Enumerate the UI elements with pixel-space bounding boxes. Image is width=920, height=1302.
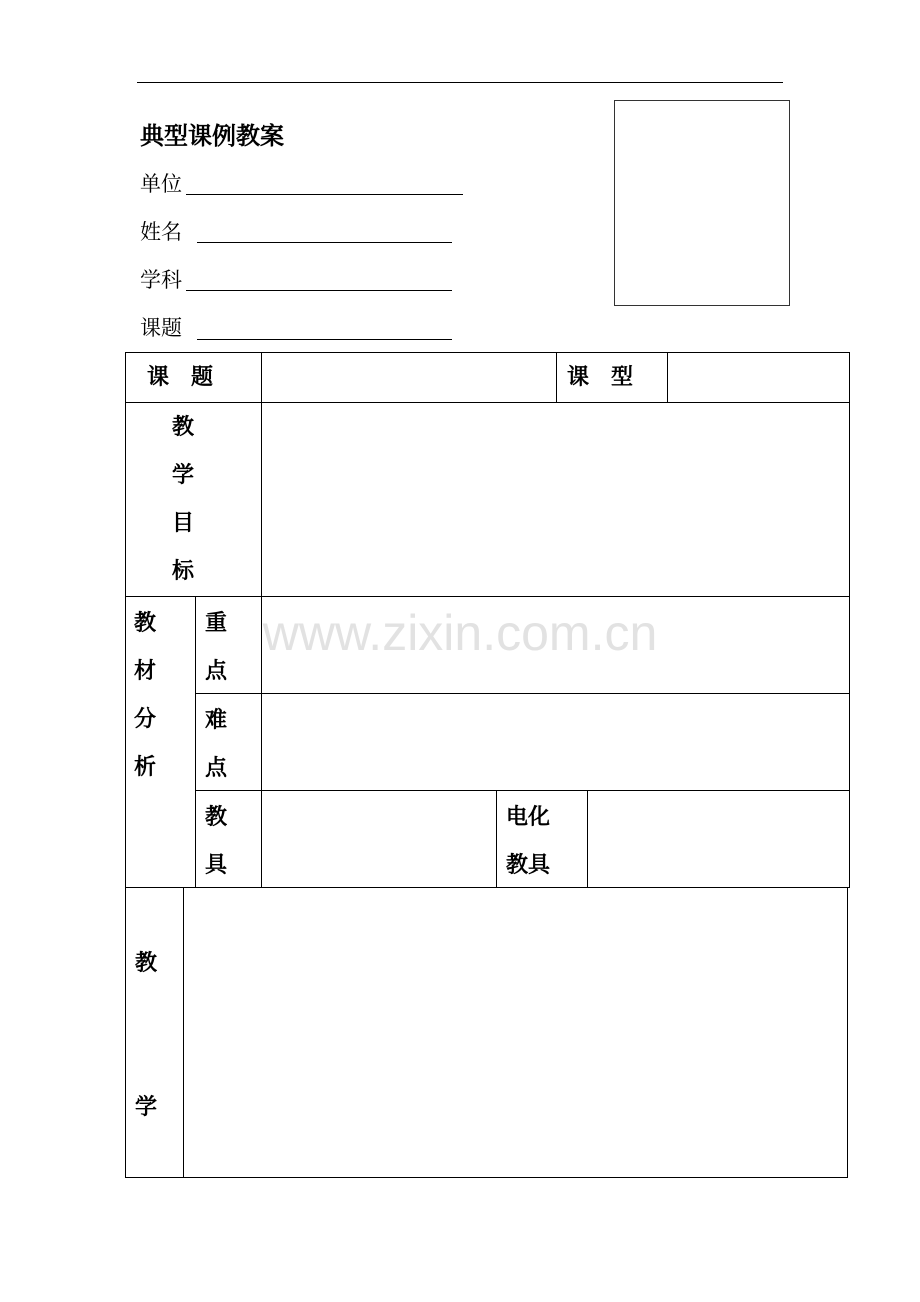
header-rule xyxy=(137,82,783,83)
topic-label: 课题 xyxy=(140,316,182,340)
topic-input-cell[interactable] xyxy=(261,352,557,403)
objectives-char: 目 xyxy=(172,511,195,536)
name-field[interactable] xyxy=(197,242,452,243)
page-title: 典型课例教案 xyxy=(140,122,284,150)
name-label: 姓名 xyxy=(140,220,182,244)
analysis-char: 教 xyxy=(134,611,157,636)
type-input-cell[interactable] xyxy=(667,352,850,403)
teaching-aids-input-cell[interactable] xyxy=(261,790,497,888)
objectives-input-cell[interactable] xyxy=(261,402,850,597)
electronic-aids-line: 电化 xyxy=(506,805,551,830)
table-type-label: 课 型 xyxy=(567,365,634,390)
objectives-char: 教 xyxy=(172,415,195,440)
analysis-label-cell xyxy=(125,596,196,888)
teaching-input-cell[interactable] xyxy=(183,887,848,1178)
key-points-input-cell[interactable] xyxy=(261,596,850,694)
teaching-char: 教 xyxy=(135,951,158,976)
unit-field[interactable] xyxy=(186,194,463,195)
photo-box[interactable] xyxy=(614,100,790,306)
watermark: www.zixin.com.cn xyxy=(262,605,658,661)
electronic-aids-input-cell[interactable] xyxy=(587,790,850,888)
difficulties-char: 难 xyxy=(205,708,228,733)
subject-field[interactable] xyxy=(186,290,452,291)
analysis-char: 析 xyxy=(134,755,157,780)
objectives-char: 学 xyxy=(172,463,195,488)
difficulties-input-cell[interactable] xyxy=(261,693,850,791)
table-topic-label: 课 题 xyxy=(147,365,214,390)
difficulties-char: 点 xyxy=(205,756,228,781)
teaching-aids-char: 具 xyxy=(205,853,228,878)
electronic-aids-line: 教具 xyxy=(506,853,551,878)
teaching-aids-char: 教 xyxy=(205,805,228,830)
subject-label: 学科 xyxy=(140,268,182,292)
objectives-char: 标 xyxy=(172,559,195,584)
teaching-label-cell xyxy=(125,887,184,1178)
analysis-char: 材 xyxy=(134,659,157,684)
key-points-char: 重 xyxy=(205,611,228,636)
topic-field[interactable] xyxy=(197,339,452,340)
analysis-char: 分 xyxy=(134,707,157,732)
teaching-char: 学 xyxy=(135,1095,158,1120)
unit-label: 单位 xyxy=(140,172,182,196)
key-points-char: 点 xyxy=(205,659,228,684)
